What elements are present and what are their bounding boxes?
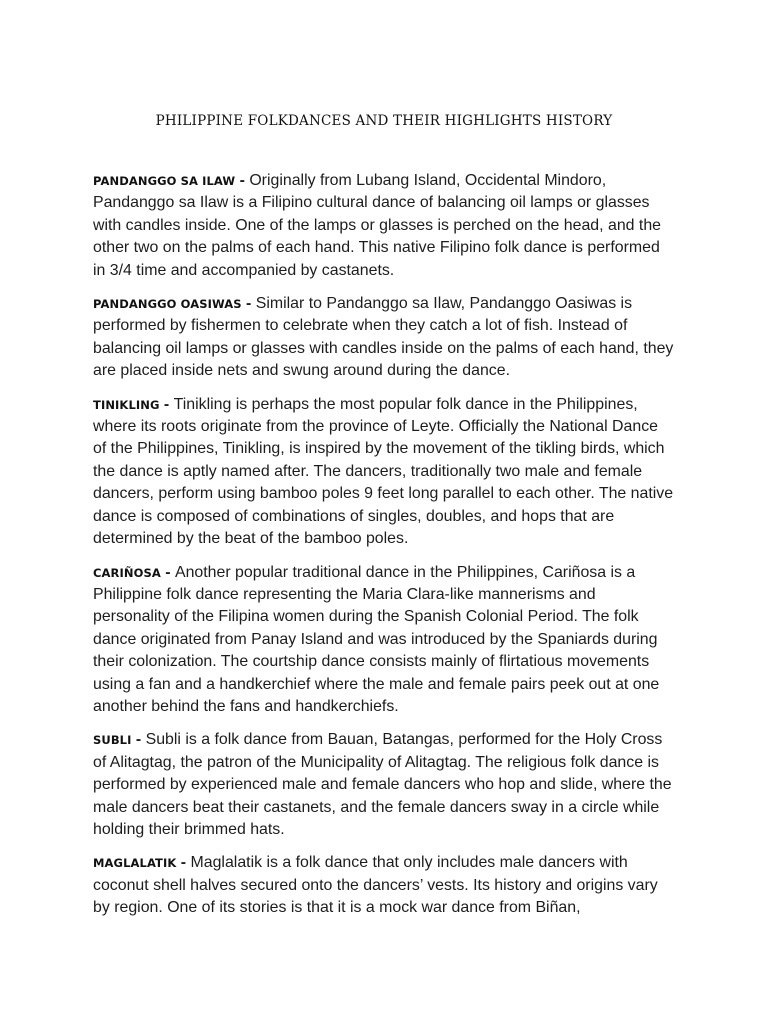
entry-separator: -: [176, 854, 191, 872]
entry-term: CARIÑOSA: [93, 565, 161, 580]
entry-text: Subli is a folk dance from Bauan, Batangas, performed for the Holy Cross of Alitagtag, the patron of the Municipality of Alitagtag. The religious folk dance is performed by experienced male and female dancers who hop and slide, where the male dancers beat their castanets, and the female dancers sway in a circle while holding their brimmed hats.: [93, 731, 672, 838]
entry-separator: -: [131, 731, 146, 749]
entry-term: PANDANGGO SA ILAW: [93, 174, 236, 188]
document-body: [93, 170, 675, 931]
entry-pandanggo-sa-ilaw: [93, 170, 675, 282]
entry-term: SUBLI: [93, 733, 132, 748]
entry-tinikling: [93, 394, 675, 551]
entry-text: Maglalatik is a folk dance that only includes male dancers with coconut shell halves secured onto the dancers’ vests. Its history and origins vary by region. One of its stories is that it is a mock war dance from Biñan,: [93, 854, 658, 917]
entry-separator: -: [241, 295, 256, 313]
entry-separator: -: [235, 172, 250, 189]
entry-maglalatik: [93, 852, 675, 919]
document-title: PHILIPPINE FOLKDANCES AND THEIR HIGHLIGHTS HISTORY: [155, 113, 613, 129]
entry-term: MAGLALATIK: [93, 856, 177, 871]
entry-separator: -: [160, 563, 175, 581]
entry-term: PANDANGGO OASIWAS: [93, 297, 242, 312]
entry-term: TINIKLING: [93, 397, 160, 412]
entry-text: Originally from Lubang Island, Occidental Mindoro, Pandanggo sa Ilaw is a Filipino cultural dance of balancing oil lamps or glasses with candles inside. One of the lamps or glasses is perched on the head, and the other two on the palms of each hand. This native Filipino folk dance is performed in 3/4 time and accompanied by castanets.: [93, 172, 661, 279]
entry-pandanggo-oasiwas: [93, 293, 675, 383]
entry-subli: [93, 729, 675, 841]
entry-text: Similar to Pandanggo sa Ilaw, Pandanggo Oasiwas is performed by fishermen to celebrate when they catch a lot of fish. Instead of balancing oil lamps or glasses with candles inside on the palms of each hand, they are placed inside nets and swung around during the dance.: [93, 295, 674, 380]
entry-separator: -: [159, 395, 174, 413]
entry-text: Tinikling is perhaps the most popular folk dance in the Philippines, where its roots originate from the province of Leyte. Officially the National Dance of the Philippines, Tinikling, is inspired by the movement of the tikling birds, which the dance is aptly named after. The dancers, traditionally two male and female dancers, perform using bamboo poles 9 feet long parallel to each other. The native dance is composed of combinations of singles, doubles, and hops that are determined by the beat of the bamboo poles.: [93, 395, 674, 548]
entry-carinosa: [93, 562, 675, 719]
entry-text: Another popular traditional dance in the Philippines, Cariñosa is a Philippine folk dance representing the Maria Clara-like mannerisms and personality of the Filipina women during the Spanish Colonial Period. The folk dance originated from Panay Island and was introduced by the Spaniards during their colonization. The courtship dance consists mainly of flirtatious movements using a fan and a handkerchief where the male and female pairs peek out at one another behind the fans and handkerchiefs.: [93, 563, 660, 715]
